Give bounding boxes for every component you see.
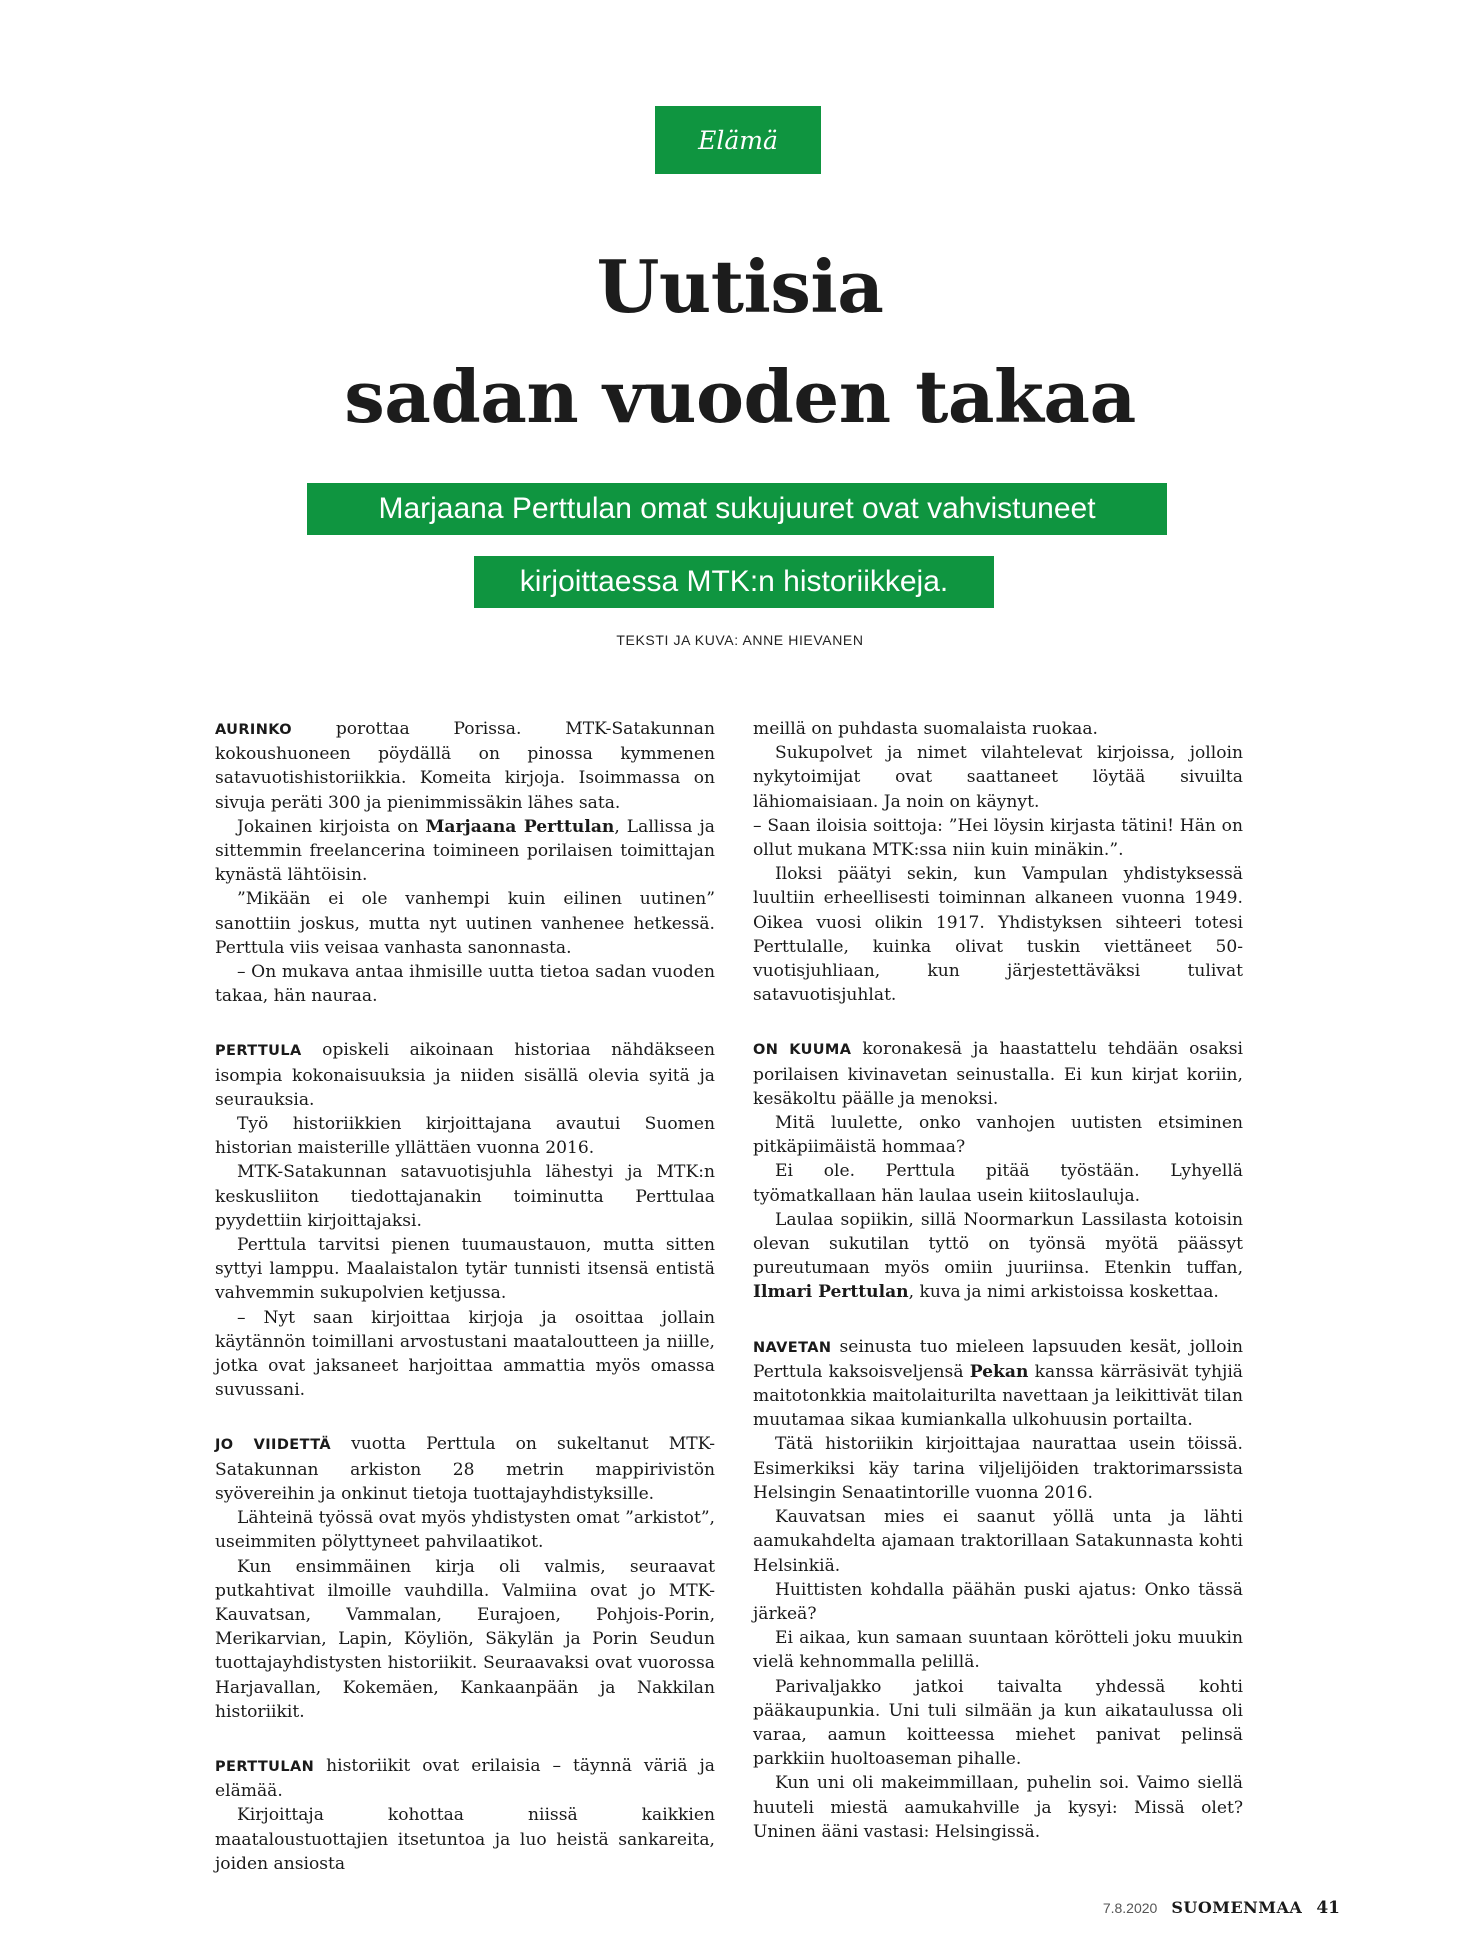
paragraph: Mitä luulette, onko vanhojen uutisten etsiminen pitkäpiimäistä hommaa? (753, 1113, 1243, 1158)
headline-line-1: Uutisia (596, 244, 884, 329)
paragraph: Lähteinä työssä ovat myös yhdistysten omat ”arkistot”, useimmiten pölyttyneet pahvilaatikot. (215, 1508, 715, 1553)
headline-line-2: sadan vuoden takaa (344, 354, 1136, 439)
magazine-name: SUOMENMAA (1171, 1898, 1303, 1917)
paragraph: MTK-Satakunnan satavuotisjuhla lähestyi ja MTK:n keskusliiton tiedottajanakin toiminutta Perttulaa pyydettiin kirjoittajaksi. (215, 1162, 715, 1231)
paragraph: Parivaljakko jatkoi taivalta yhdessä kohti pääkaupunkia. Uni tuli silmään ja kun aikataulussa oli varaa, aamun koitteessa miehet panivat pelinsä parkkiin huoltoaseman pihalle. (753, 1676, 1243, 1770)
paragraph: PERTTULAN historiikit ovat erilaisia – täynnä väriä ja elämää. (215, 1755, 715, 1802)
kicker: JO VIIDETTÄ (215, 1437, 331, 1454)
paragraph: Kun ensimmäinen kirja oli valmis, seuraavat putkahtivat ilmoille vauhdilla. Valmiina ovat jo MTK-Kauvatsan, Vammalan, Eurajoen, Pohjois-Porin, Merikarvian, Lapin, Köyliön, Säkylän ja Porin Seudun tuottajayhdistysten historiikit. Seuraavaksi ovat vuorossa Harjavallan, Kokemäen, Kankaanpään ja Nakkilan historiikit. (215, 1556, 715, 1722)
person-name: Marjaana Perttulan (425, 816, 615, 837)
headline (0, 232, 1480, 452)
paragraph: Työ historiikkien kirjoittajana avautui Suomen historian maisterille yllättäen vuonna 2016. (215, 1114, 715, 1159)
paragraph: PERTTULA opiskeli aikoinaan historiaa nähdäkseen isompia kokonaisuuksia ja niiden sisällä olevia syitä ja seurauksia. (215, 1040, 715, 1110)
paragraph: meillä on puhdasta suomalaista ruokaa. (753, 719, 1098, 739)
kicker: PERTTULA (215, 1043, 302, 1060)
quote-paragraph: – Nyt saan kirjoittaa kirjoja ja osoittaa jollain käytännön toimillani arvostustani maataloutteen ja niille, jotka ovat jaksaneet harjoittaa ammattia myös omassa suvussani. (215, 1307, 715, 1401)
kicker: NAVETAN (753, 1339, 832, 1356)
paragraph: Tätä historiikin kirjoittajaa naurattaa usein töissä. Esimerkiksi käy tarina viljelijöiden traktorimarssista Helsingin Senaatintorille vuonna 2016. (753, 1434, 1243, 1503)
paragraph: Kun uni oli makeimmillaan, puhelin soi. Vaimo siellä huuteli miestä aamukahville ja kysyi: Missä olet? Uninen ääni vastasi: Helsingissä. (753, 1773, 1243, 1842)
paragraph: AURINKO porottaa Porissa. MTK-Satakunnan kokoushuoneen pöydällä on pinossa kymmenen satavuotishistoriikkia. Komeita kirjoja. Isoimmassa on sivuja peräti 300 ja pienimmissäkin lähes sata. (215, 719, 715, 813)
kicker: AURINKO (215, 722, 292, 738)
lead-line-2: kirjoittaessa MTK:n historiikkeja. (474, 556, 994, 608)
person-name: Pekan (969, 1361, 1029, 1382)
paragraph: NAVETAN seinusta tuo mieleen lapsuuden kesät, jolloin Perttula kaksoisveljensä Pekan kanssa kärräsivät tyhjiä maitotonkkia maitolaiturilta navettaan ja leikittivät tilan muutamaa sikaa kumiankalla ulkohuusin portailta. (753, 1336, 1243, 1431)
article-column-left (215, 717, 715, 1876)
paragraph: Kirjoittaja kohottaa niissä kaikkien maataloustuottajien itsetuntoa ja luo heistä sankareita, joiden ansiosta (215, 1805, 715, 1874)
paragraph: Laulaa sopiikin, sillä Noormarkun Lassilasta kotoisin olevan sukutilan tyttö on työnsä myötä päässyt pureutumaan myös omiin juuriinsa. Etenkin tuffan, Ilmari Perttulan, kuva ja nimi arkistoissa koskettaa. (753, 1209, 1243, 1303)
paragraph: Perttula tarvitsi pienen tuumaustauon, mutta sitten syttyi lamppu. Maalaistalon tytär tunnisti itsensä entistä vahvemmin sukupolvien ketjussa. (215, 1235, 715, 1304)
paragraph: Ei ole. Perttula pitää työstään. Lyhyellä työmatkallaan hän laulaa usein kiitoslauluja. (753, 1161, 1243, 1206)
lead-line-1: Marjaana Perttulan omat sukujuuret ovat vahvistuneet (307, 483, 1167, 535)
article-column-right (753, 717, 1243, 1844)
quote-paragraph: – On mukava antaa ihmisille uutta tietoa sadan vuoden takaa, hän nauraa. (215, 962, 715, 1007)
paragraph: Huittisten kohdalla päähän puski ajatus: Onko tässä järkeä? (753, 1579, 1243, 1624)
paragraph: Ei aikaa, kun samaan suuntaan körötteli joku muukin vielä kehnommalla pelillä. (753, 1628, 1243, 1673)
kicker: PERTTULAN (215, 1758, 315, 1775)
person-name: Ilmari Perttulan (753, 1282, 909, 1303)
paragraph: Jokainen kirjoista on Marjaana Perttulan, Lallissa ja sittemmin freelancerina toimineen porilaisen toimittajan kynästä lähtöisin. (215, 816, 715, 886)
paragraph: Kauvatsan mies ei saanut yöllä unta ja lähti aamukahdelta ajamaan traktorillaan Satakunnasta kohti Helsinkiä. (753, 1507, 1243, 1576)
quote-paragraph: – Saan iloisia soittoja: ”Hei löysin kirjasta tätini! Hän on ollut mukana MTK:ssa niin kuin minäkin.”. (753, 815, 1243, 861)
page-footer (1103, 1898, 1340, 1918)
page-number: 41 (1316, 1898, 1340, 1918)
paragraph: Iloksi päätyi sekin, kun Vampulan yhdistyksessä luultiin erheellisesti toiminnan alkaneen vuonna 1949. Oikea vuosi olikin 1917. Yhdistyksen sihteeri totesi Perttulalle, kuinka olivat tuskin viettäneet 50-vuotisjuhliaan, kun järjestettäväksi tulivat satavuotisjuhlat. (753, 864, 1243, 1006)
paragraph: Sukupolvet ja nimet vilahtelevat kirjoissa, jolloin nykytoimijat ovat saattaneet löytää sivuilta lähiomaisiaan. Ja noin on käynyt. (753, 743, 1243, 812)
paragraph: JO VIIDETTÄ vuotta Perttula on sukeltanut MTK-Satakunnan arkiston 28 metrin mappirivistön syövereihin ja onkinut tietoja tuottajayhdistyksille. (215, 1434, 715, 1504)
kicker: ON KUUMA (753, 1042, 852, 1059)
section-tag: Elämä (655, 106, 821, 174)
byline: TEKSTI JA KUVA: ANNE HIEVANEN (616, 632, 864, 648)
paragraph: ”Mikään ei ole vanhempi kuin eilinen uutinen” sanottiin joskus, mutta nyt uutinen vanhenee hetkessä. Perttula viis veisaa vanhasta sanonnasta. (215, 889, 715, 958)
paragraph: ON KUUMA koronakesä ja haastattelu tehdään osaksi porilaisen kivinavetan seinustalla. Ei kun kirjat koriin, kesäkoltu päälle ja menoksi. (753, 1039, 1243, 1109)
issue-date: 7.8.2020 (1102, 1900, 1158, 1916)
